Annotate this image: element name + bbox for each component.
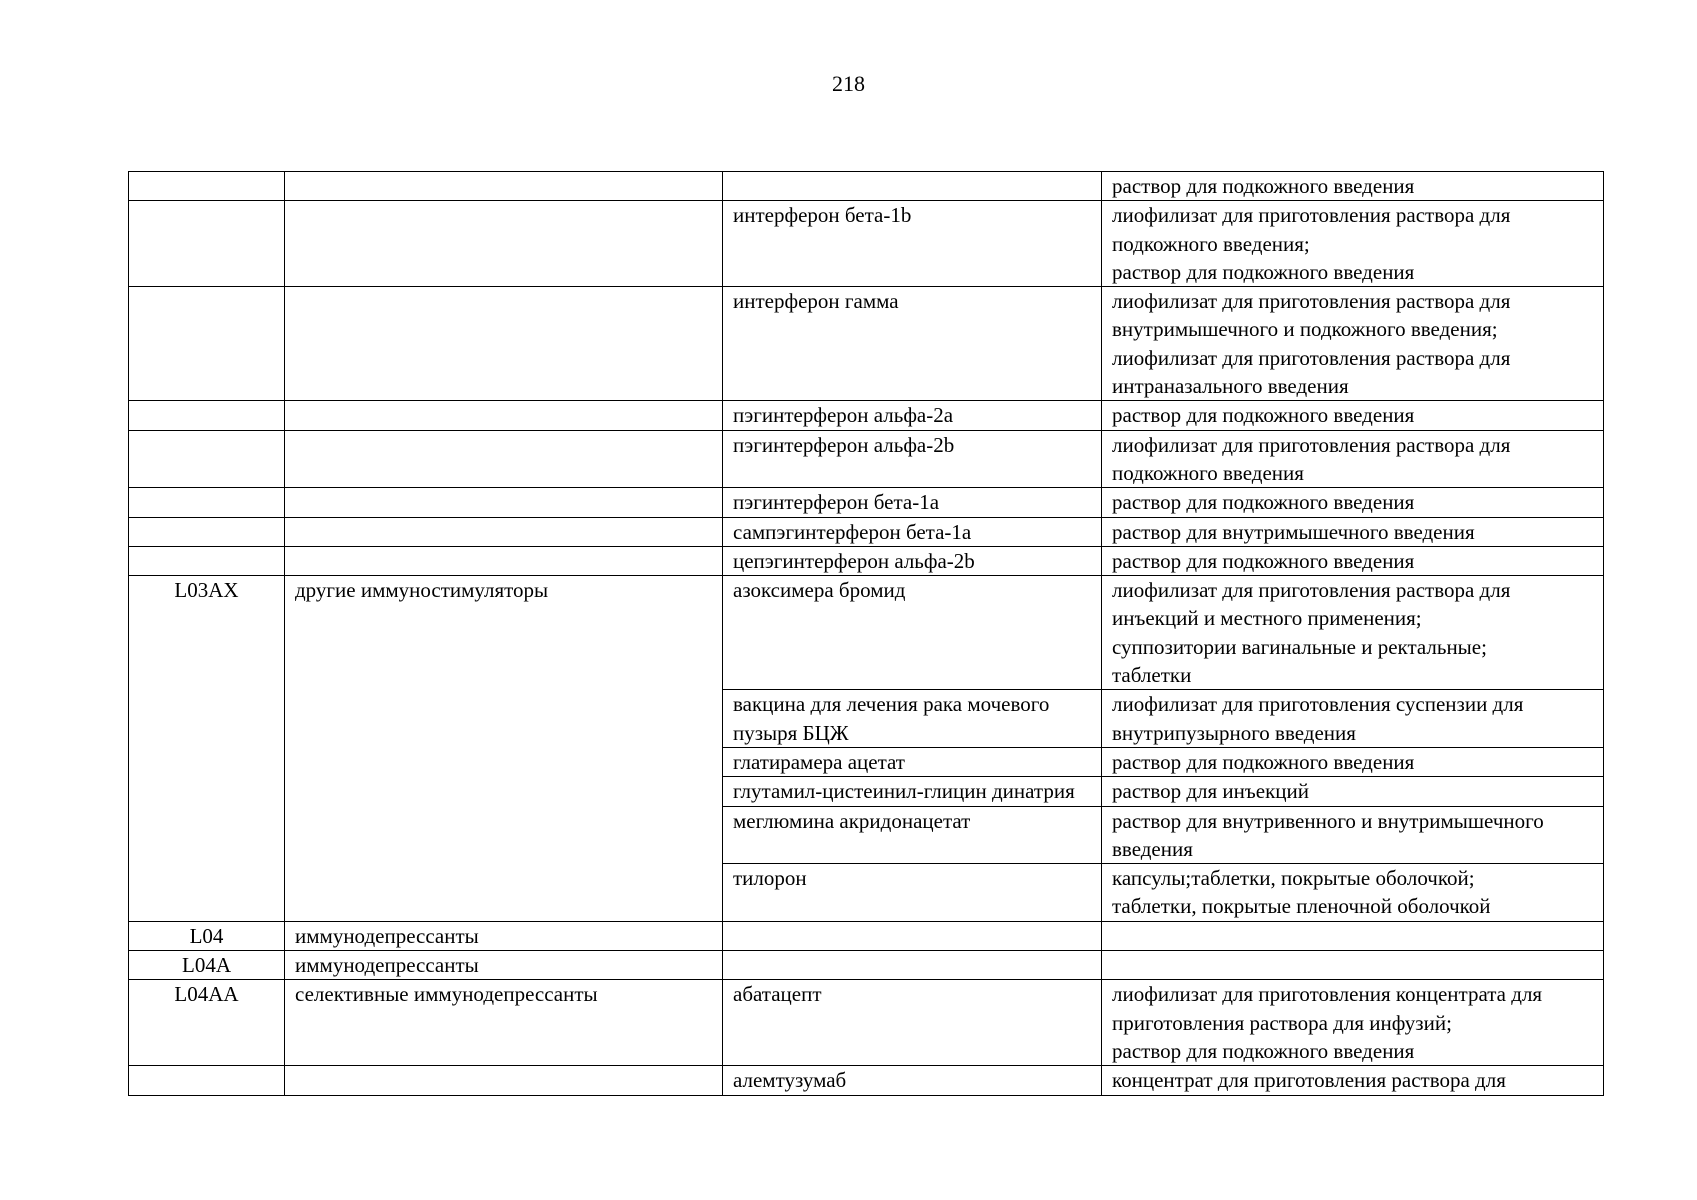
drug-cell: глатирамера ацетат xyxy=(723,747,1102,776)
table-row xyxy=(129,951,1604,980)
dosage-form-cell xyxy=(1102,921,1604,950)
atc-code-cell xyxy=(129,172,285,201)
atc-code-cell xyxy=(129,401,285,430)
atc-code-cell xyxy=(129,430,285,488)
drug-cell xyxy=(723,172,1102,201)
dosage-form-cell: лиофилизат для приготовления концентрата для приготовления раствора для инфузий; раствор для подкожного введения xyxy=(1102,980,1604,1066)
group-cell: иммунодепрессанты xyxy=(285,951,723,980)
group-cell xyxy=(285,401,723,430)
dosage-form-cell: раствор для внутривенного и внутримышечного введения xyxy=(1102,806,1604,864)
atc-code-cell: L04A xyxy=(129,951,285,980)
dosage-form-cell: лиофилизат для приготовления раствора для внутримышечного и подкожного введения; лиофилизат для приготовления раствора для интраназального введения xyxy=(1102,287,1604,401)
group-cell: селективные иммунодепрессанты xyxy=(285,980,723,1066)
drug-cell: тилорон xyxy=(723,864,1102,922)
drug-cell: пэгинтерферон бета-1a xyxy=(723,488,1102,517)
group-cell xyxy=(285,517,723,546)
table-row xyxy=(129,430,1604,488)
group-cell xyxy=(285,287,723,401)
dosage-form-cell: лиофилизат для приготовления раствора для подкожного введения xyxy=(1102,430,1604,488)
drug-cell: пэгинтерферон альфа-2b xyxy=(723,430,1102,488)
group-cell xyxy=(285,201,723,287)
dosage-form-cell: концентрат для приготовления раствора для xyxy=(1102,1066,1604,1095)
drug-cell xyxy=(723,921,1102,950)
table-row xyxy=(129,517,1604,546)
dosage-form-cell: раствор для инъекций xyxy=(1102,777,1604,806)
drug-cell: интерферон гамма xyxy=(723,287,1102,401)
group-cell: другие иммуностимуляторы xyxy=(285,576,723,922)
group-cell: иммунодепрессанты xyxy=(285,921,723,950)
drug-cell: меглюмина акридонацетат xyxy=(723,806,1102,864)
dosage-form-cell: лиофилизат для приготовления суспензии для внутрипузырного введения xyxy=(1102,690,1604,748)
group-cell xyxy=(285,546,723,575)
drug-cell: цепэгинтерферон альфа-2b xyxy=(723,546,1102,575)
dosage-form-cell: раствор для подкожного введения xyxy=(1102,546,1604,575)
table-row xyxy=(129,546,1604,575)
table-row xyxy=(129,172,1604,201)
drug-cell: сампэгинтерферон бета-1a xyxy=(723,517,1102,546)
dosage-form-cell: раствор для подкожного введения xyxy=(1102,747,1604,776)
drug-cell: вакцина для лечения рака мочевого пузыря БЦЖ xyxy=(723,690,1102,748)
group-cell xyxy=(285,172,723,201)
table-row xyxy=(129,488,1604,517)
drug-cell: алемтузумаб xyxy=(723,1066,1102,1095)
atc-code-cell xyxy=(129,517,285,546)
atc-code-cell: L04 xyxy=(129,921,285,950)
page-number: 218 xyxy=(832,71,865,96)
atc-code-cell xyxy=(129,546,285,575)
drug-table xyxy=(128,171,1604,1096)
table-row xyxy=(129,201,1604,287)
atc-code-cell xyxy=(129,287,285,401)
dosage-form-cell: лиофилизат для приготовления раствора для инъекций и местного применения; суппозитории вагинальные и ректальные; таблетки xyxy=(1102,576,1604,690)
drug-cell xyxy=(723,951,1102,980)
table-row xyxy=(129,576,1604,690)
atc-code-cell xyxy=(129,201,285,287)
drug-cell: интерферон бета-1b xyxy=(723,201,1102,287)
drug-cell: пэгинтерферон альфа-2a xyxy=(723,401,1102,430)
table-row xyxy=(129,921,1604,950)
atc-code-cell: L03AX xyxy=(129,576,285,922)
group-cell xyxy=(285,488,723,517)
table-row xyxy=(129,287,1604,401)
drug-cell: абатацепт xyxy=(723,980,1102,1066)
atc-code-cell: L04AA xyxy=(129,980,285,1066)
drug-cell: глутамил-цистеинил-глицин динатрия xyxy=(723,777,1102,806)
atc-code-cell xyxy=(129,1066,285,1095)
group-cell xyxy=(285,1066,723,1095)
atc-code-cell xyxy=(129,488,285,517)
dosage-form-cell: раствор для подкожного введения xyxy=(1102,488,1604,517)
table-row xyxy=(129,1066,1604,1095)
table-row xyxy=(129,980,1604,1066)
group-cell xyxy=(285,430,723,488)
dosage-form-cell: лиофилизат для приготовления раствора для подкожного введения; раствор для подкожного введения xyxy=(1102,201,1604,287)
dosage-form-cell xyxy=(1102,951,1604,980)
dosage-form-cell: раствор для подкожного введения xyxy=(1102,401,1604,430)
dosage-form-cell: раствор для внутримышечного введения xyxy=(1102,517,1604,546)
drug-cell: азоксимера бромид xyxy=(723,576,1102,690)
dosage-form-cell: раствор для подкожного введения xyxy=(1102,172,1604,201)
dosage-form-cell: капсулы;таблетки, покрытые оболочкой; таблетки, покрытые пленочной оболочкой xyxy=(1102,864,1604,922)
table-row xyxy=(129,401,1604,430)
